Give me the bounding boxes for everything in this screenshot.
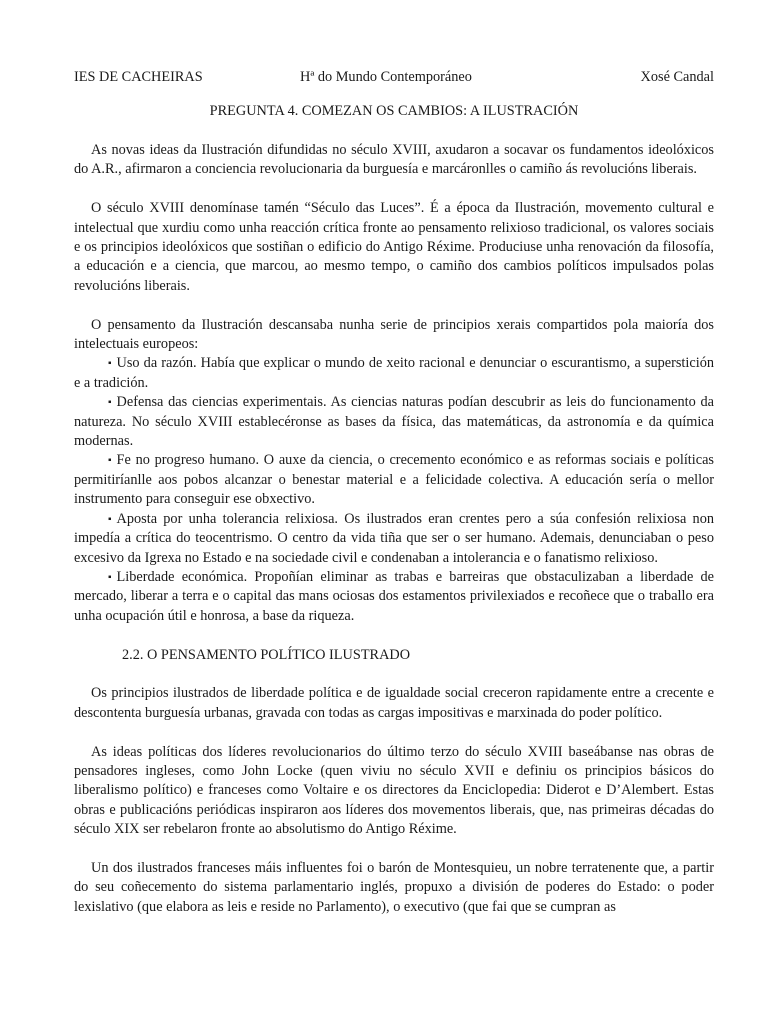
intro-paragraph-3: O pensamento da Ilustración descansaba nunha serie de principios xerais compartidos pola maioría dos intelectuais europeos: xyxy=(74,316,714,353)
bullet-icon: ▪ xyxy=(108,358,112,370)
section-paragraph-2: As ideas políticas dos líderes revolucionarios do último terzo do século XVIII baseábanse nas obras de pensadores ingleses, como John Locke (quen viviu no século XVII e definiu os principios básicos do liberalismo político) e franceses como Voltaire e os directores da Enciclopedia: Diderot e D’Alembert. Estas obras e publicacións periódicas inspiraron aos líderes dos movementos liberais, que, nas primeiras décadas do século XIX ser rebelaron fronte ao absolutismo do Antigo Réxime. xyxy=(74,743,714,838)
list-item xyxy=(74,510,714,568)
list-item-text: Defensa das ciencias experimentais. As ciencias naturas podían descubrir as leis do funcionamento da natureza. No século XVIII establecéronse as bases da física, das matemáticas, da astronomía e da química modernas. xyxy=(74,394,714,450)
section-heading: 2.2. O PENSAMENTO POLÍTICO ILUSTRADO xyxy=(122,646,411,663)
list-item-text: Fe no progreso humano. O auxe da ciencia, o crecemento económico e as reformas sociais e políticas permitiríanlle aos pobos alcanzar o benestar material e a felicidade colectiva. A educación sería o mellor instrumento para conseguir ese obxectivo. xyxy=(74,452,714,508)
intro-paragraph-2: O século XVIII denomínase tamén “Século das Luces”. É a época da Ilustración, movemento cultural e intelectual que xurdiu como unha reacción crítica fronte ao pensamento relixioso tradicional, os valores sociais e os principios ideolóxicos que sostiñan o edificio do Antigo Réxime. Produciuse unha renovación da filosofía, a educación e a ciencia, que marcou, ao mesmo tempo, o camiño dos cambios políticos impulsados polas revolucións liberais. xyxy=(74,200,714,294)
page-header xyxy=(74,68,714,88)
bullet-icon: ▪ xyxy=(108,513,112,525)
header-subject: Hª do Mundo Contemporáneo xyxy=(300,69,472,85)
header-school: IES DE CACHEIRAS xyxy=(74,69,203,85)
document-body xyxy=(74,141,714,917)
list-item xyxy=(74,451,714,509)
bullet-icon: ▪ xyxy=(108,455,112,467)
list-item-text: Uso da razón. Había que explicar o mundo de xeito racional e denunciar o escurantismo, a superstición e a tradición. xyxy=(74,355,714,391)
header-author: Xosé Candal xyxy=(640,69,714,85)
principles-list xyxy=(74,354,714,626)
bullet-icon: ▪ xyxy=(108,397,112,409)
list-item-text: Aposta por unha tolerancia relixiosa. Os ilustrados eran crentes pero a súa confesión relixiosa non impedía a crítica do teocentrismo. O centro da vida tiña que ser o ser humano. Ademais, denunciaban o peso excesivo da Igrexa no Estado e na sociedade civil e condenaban a intolerancia e o fanatismo relixioso. xyxy=(74,510,714,566)
page-title: PREGUNTA 4. COMEZAN OS CAMBIOS: A ILUSTRACIÓN xyxy=(209,103,579,119)
section-paragraph-1: Os principios ilustrados de liberdade política e de igualdade social creceron rapidamente entre a crecente e descontenta burguesía urbanas, gravada con todas as cargas impositivas e marxinada do poder político. xyxy=(74,685,714,721)
bullet-icon: ▪ xyxy=(108,571,112,583)
section-paragraph-3: Un dos ilustrados franceses máis influentes foi o barón de Montesquieu, un nobre terratenente que, a partir do seu coñecemento do sistema parlamentario inglés, propuxo a división de poderes do Estado: o poder lexislativo (que elabora as leis e reside no Parlamento), o executivo (que fai que se cumpran as xyxy=(74,859,714,915)
list-item xyxy=(74,568,714,626)
list-item xyxy=(74,393,714,451)
list-item xyxy=(74,354,714,393)
intro-paragraph-1: As novas ideas da Ilustración difundidas no século XVIII, axudaron a socavar os fundamentos ideolóxicos do A.R., afirmaron a conciencia revolucionaria da burguesía e marcáronlles o camiño ás revolucións liberais. xyxy=(74,142,714,178)
list-item-text: Liberdade económica. Propoñían eliminar as trabas e barreiras que obstaculizaban a liberdade de mercado, liberar a terra e o capital das mans ociosas dos estamentos privilexiados e recoñece que o traballo era unha ocupación útil e honrosa, a base da riqueza. xyxy=(74,568,714,624)
